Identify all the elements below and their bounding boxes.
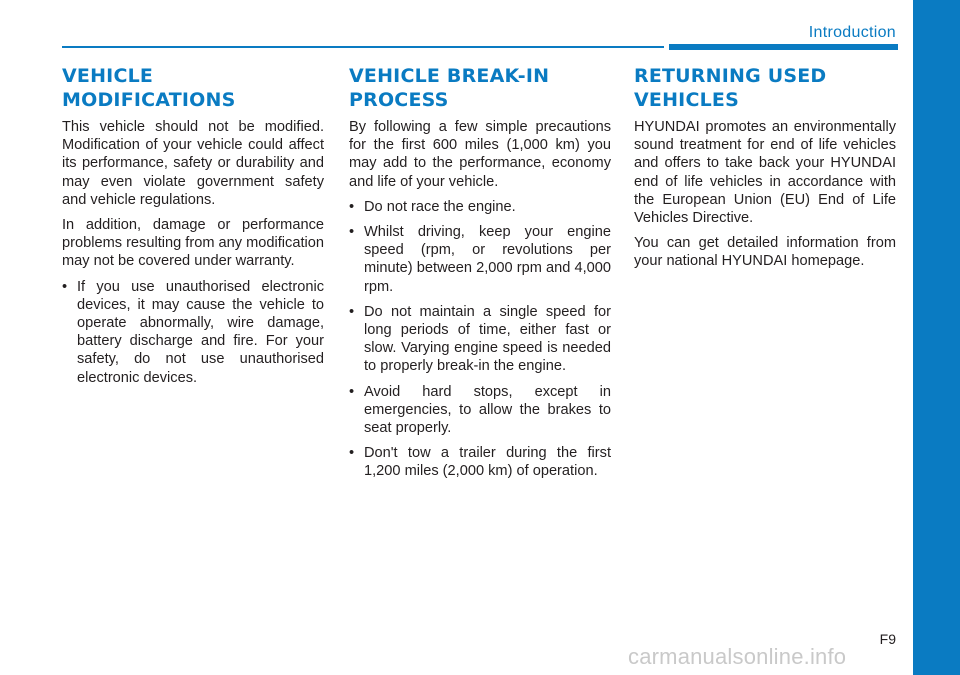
page-number: F9	[879, 631, 896, 647]
bullet-item: • Whilst driving, keep your engine speed (rpm, or revolutions per minute) between 2,000 rpm and 4,000 rpm.	[349, 223, 611, 296]
paragraph: This vehicle should not be modified. Modification of your vehicle could affect its performance, safety or durability and may even violate government safety and vehicle regulations.	[62, 119, 324, 208]
paragraph: By following a few simple precautions for the first 600 miles (1,000 km) you may add to the performance, economy and life of your vehicle.	[349, 119, 611, 190]
bullet-item: • Avoid hard stops, except in emergencies, to allow the brakes to seat properly.	[349, 383, 611, 438]
bullet-list	[349, 198, 611, 481]
side-chapter-tab	[913, 0, 960, 675]
bullet-item: • Don't tow a trailer during the first 1,200 miles (2,000 km) of operation.	[349, 444, 611, 480]
heading-break-in-process: VEHICLE BREAK-IN PROCESS	[349, 65, 550, 111]
paragraph: In addition, damage or performance problems resulting from any modification may not be covered under warranty.	[62, 217, 324, 270]
heading-vehicle-modifications: VEHICLE MODIFICATIONS	[62, 65, 236, 111]
bullet-item: • Do not maintain a single speed for long periods of time, either fast or slow. Varying engine speed is needed to properly break-in the engine.	[349, 303, 611, 376]
section-title: Introduction	[808, 24, 896, 41]
header-rule-thin	[62, 46, 664, 48]
bullet-item: • If you use unauthorised electronic devices, it may cause the vehicle to operate abnormally, wire damage, battery discharge and fire. For your safety, do not use unauthorised electronic devices.	[62, 278, 324, 387]
paragraph: HYUNDAI promotes an environmentally sound treatment for end of life vehicles and offers to take back your HYUNDAI end of life vehicles in accordance with the European Union (EU) End of Life Vehicles Directive.	[634, 119, 896, 227]
header-rule-thick	[669, 44, 898, 50]
watermark: carmanualsonline.info	[628, 644, 847, 669]
heading-returning-used-vehicles: RETURNING USED VEHICLES	[634, 65, 827, 111]
column-vehicle-modifications	[62, 64, 324, 394]
column-break-in-process	[349, 64, 611, 488]
bullet-list	[62, 278, 324, 387]
paragraph: You can get detailed information from your national HYUNDAI homepage.	[634, 235, 896, 270]
bullet-item: • Do not race the engine.	[349, 198, 611, 216]
column-returning-used-vehicles	[634, 64, 896, 278]
